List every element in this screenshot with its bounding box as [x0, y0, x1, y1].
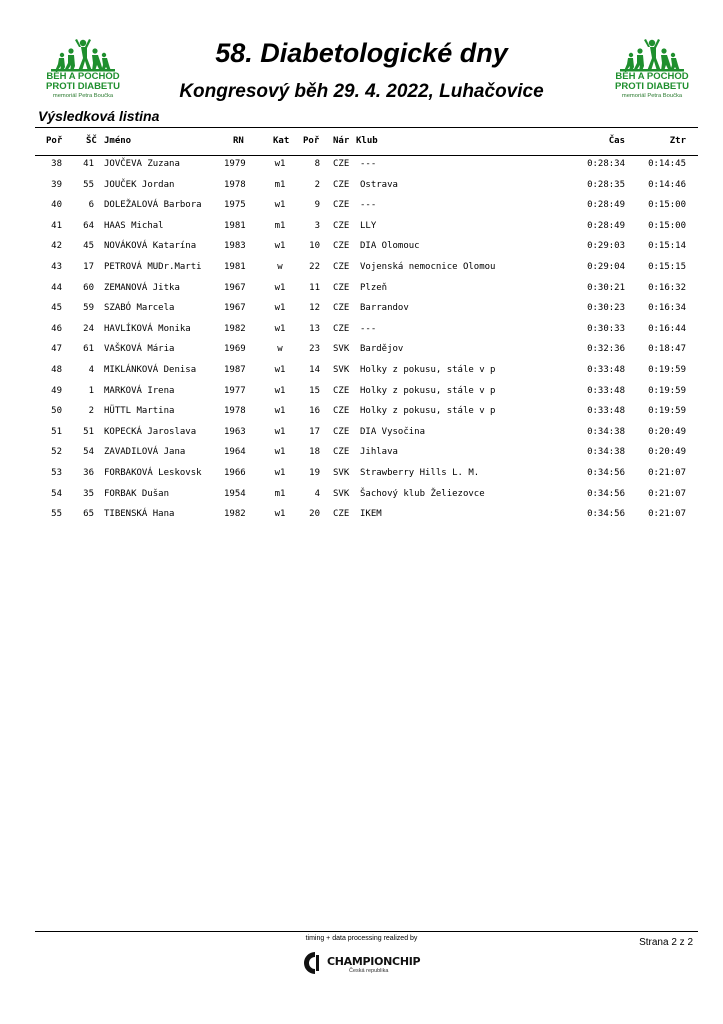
cell-birth-year: 1987 [224, 365, 246, 375]
cell-category: w1 [274, 406, 286, 416]
cell-bib: 55 [83, 180, 94, 190]
col-header-club: Klub [356, 136, 378, 146]
cell-bib: 36 [83, 468, 94, 478]
cell-name: HÜTTL Martina [104, 406, 175, 416]
cell-bib: 64 [83, 221, 94, 231]
cell-birth-year: 1977 [224, 386, 246, 396]
cell-nationality: CZE [333, 180, 350, 190]
cell-time: 0:28:35 [587, 180, 625, 190]
cell-nationality: CZE [333, 241, 350, 251]
cell-position: 48 [51, 365, 62, 375]
table-row [0, 178, 723, 192]
cell-club: Jihlava [360, 447, 398, 457]
col-header-bib: ŠČ [86, 136, 97, 146]
cell-bib: 54 [83, 447, 94, 457]
page-number: Strana 2 z 2 [639, 937, 693, 948]
table-row [0, 239, 723, 253]
cell-name: TIBENSKÁ Hana [104, 509, 175, 519]
col-header-time: Čas [608, 136, 625, 146]
cell-loss: 0:20:49 [648, 427, 686, 437]
cell-nationality: CZE [333, 509, 350, 519]
cell-position: 46 [51, 324, 62, 334]
cell-position: 51 [51, 427, 62, 437]
cell-category: w1 [274, 324, 286, 334]
cell-loss: 0:20:49 [648, 447, 686, 457]
table-header [0, 134, 723, 148]
cell-position: 39 [51, 180, 62, 190]
cell-category: w1 [274, 303, 286, 313]
cell-position: 41 [51, 221, 62, 231]
cell-position: 52 [51, 447, 62, 457]
cell-birth-year: 1978 [224, 180, 246, 190]
logo-line-1: BĚH A POCHOD [615, 71, 689, 82]
table-row [0, 301, 723, 315]
cell-name: VAŠKOVÁ Mária [104, 344, 175, 354]
cell-nationality: CZE [333, 283, 350, 293]
cell-bib: 1 [88, 386, 94, 396]
cell-club: Ostrava [360, 180, 398, 190]
cell-nationality: CZE [333, 303, 350, 313]
page-title: 58. Diabetologické dny [215, 38, 508, 68]
cell-category-position: 14 [309, 365, 320, 375]
cell-bib: 65 [83, 509, 94, 519]
cell-category: w1 [274, 159, 286, 169]
cell-name: MIKLÁNKOVÁ Denisa [104, 365, 197, 375]
cell-position: 38 [51, 159, 62, 169]
cell-loss: 0:16:44 [648, 324, 686, 334]
cell-name: ZEMANOVÁ Jitka [104, 283, 180, 293]
logo-line-1: BĚH A POCHOD [46, 71, 120, 82]
footer-divider [35, 931, 698, 932]
table-row [0, 342, 723, 356]
cell-name: JOVČEVA Zuzana [104, 159, 180, 169]
cell-loss: 0:16:34 [648, 303, 686, 313]
cell-club: --- [360, 324, 377, 334]
cell-birth-year: 1982 [224, 509, 246, 519]
cell-position: 43 [51, 262, 62, 272]
cell-name: NOVÁKOVÁ Katarína [104, 241, 197, 251]
cell-position: 44 [51, 283, 62, 293]
cell-club: Holky z pokusu, stále v p [360, 406, 496, 416]
cell-bib: 2 [88, 406, 94, 416]
cell-club: Šachový klub Želiezovce [360, 489, 485, 499]
cell-club: Holky z pokusu, stále v p [360, 365, 496, 375]
cell-loss: 0:19:59 [648, 365, 686, 375]
cell-birth-year: 1981 [224, 221, 246, 231]
table-row [0, 466, 723, 480]
cell-category: m1 [274, 489, 286, 499]
cell-name: HAAS Michal [104, 221, 164, 231]
logo-line-3: memoriál Petra Boučka [52, 93, 114, 99]
cell-nationality: CZE [333, 262, 350, 272]
cell-position: 53 [51, 468, 62, 478]
cell-club: IKEM [360, 509, 382, 519]
cell-birth-year: 1967 [224, 283, 246, 293]
cell-club: --- [360, 200, 377, 210]
logo-line-3: memoriál Petra Boučka [621, 93, 683, 99]
cell-position: 50 [51, 406, 62, 416]
table-row [0, 363, 723, 377]
cell-birth-year: 1983 [224, 241, 246, 251]
cell-bib: 51 [83, 427, 94, 437]
cell-category-position: 18 [309, 447, 320, 457]
cell-position: 40 [51, 200, 62, 210]
cell-category: m1 [274, 180, 286, 190]
cell-name: MARKOVÁ Irena [104, 386, 175, 396]
cell-club: DIA Vysočina [360, 427, 426, 437]
cell-time: 0:32:36 [587, 344, 625, 354]
cell-time: 0:33:48 [587, 406, 625, 416]
cell-club: Barrandov [360, 303, 409, 313]
cell-category-position: 3 [314, 221, 320, 231]
cell-nationality: CZE [333, 221, 350, 231]
cell-time: 0:33:48 [587, 365, 625, 375]
cell-bib: 6 [88, 200, 94, 210]
cell-position: 55 [51, 509, 62, 519]
cell-category: w [277, 344, 283, 354]
cell-name: SZABÓ Marcela [104, 303, 175, 313]
cell-birth-year: 1964 [224, 447, 246, 457]
cell-category: w [277, 262, 283, 272]
cell-bib: 17 [83, 262, 94, 272]
cell-bib: 4 [88, 365, 94, 375]
cell-loss: 0:15:00 [648, 200, 686, 210]
cell-nationality: CZE [333, 159, 350, 169]
cell-name: PETROVÁ MUDr.Marti [104, 262, 202, 272]
cell-name: FORBAK Dušan [104, 489, 170, 499]
cell-club: LLY [360, 221, 377, 231]
cell-loss: 0:19:59 [648, 386, 686, 396]
cell-category: m1 [274, 221, 286, 231]
cell-position: 49 [51, 386, 62, 396]
col-header-name: Jméno [104, 136, 132, 146]
results-list-title: Výsledková listina [38, 108, 160, 124]
table-row [0, 219, 723, 233]
cell-category: w1 [274, 241, 286, 251]
cell-loss: 0:21:07 [648, 509, 686, 519]
cell-club: Vojenská nemocnice Olomou [360, 262, 496, 272]
col-header-category-position: Poř [303, 136, 320, 146]
championchip-logo [303, 950, 423, 978]
cell-loss: 0:15:14 [648, 241, 686, 251]
cell-birth-year: 1966 [224, 468, 246, 478]
cell-name: HAVLÍKOVÁ Monika [104, 324, 191, 334]
cell-loss: 0:21:07 [648, 468, 686, 478]
cell-time: 0:28:49 [587, 221, 625, 231]
cell-category: w1 [274, 509, 286, 519]
cell-birth-year: 1969 [224, 344, 246, 354]
cell-time: 0:33:48 [587, 386, 625, 396]
cell-time: 0:34:56 [587, 489, 625, 499]
table-row [0, 384, 723, 398]
logo-line-2: PROTI DIABETU [615, 81, 689, 92]
col-header-position: Poř [46, 136, 63, 146]
col-header-nationality: Nár [333, 136, 350, 146]
table-row [0, 487, 723, 501]
cell-name: ZAVADILOVÁ Jana [104, 447, 186, 457]
cell-club: DIA Olomouc [360, 241, 420, 251]
col-header-loss: Ztr [669, 136, 686, 146]
cell-category-position: 2 [314, 180, 320, 190]
cell-nationality: SVK [333, 489, 350, 499]
cell-birth-year: 1975 [224, 200, 246, 210]
cell-bib: 45 [83, 241, 94, 251]
cell-club: --- [360, 159, 377, 169]
cell-category-position: 11 [309, 283, 320, 293]
cell-loss: 0:21:07 [648, 489, 686, 499]
cell-loss: 0:14:45 [648, 159, 686, 169]
cell-category-position: 9 [314, 200, 320, 210]
cell-loss: 0:16:32 [648, 283, 686, 293]
cell-category-position: 4 [314, 489, 320, 499]
cell-birth-year: 1978 [224, 406, 246, 416]
cell-position: 54 [51, 489, 62, 499]
sponsor-subtitle: Česká republika [349, 968, 389, 974]
table-row [0, 157, 723, 171]
cell-name: KOPECKÁ Jaroslava [104, 427, 197, 437]
cell-time: 0:28:34 [587, 159, 625, 169]
cell-time: 0:34:56 [587, 509, 625, 519]
cell-club: Holky z pokusu, stále v p [360, 386, 496, 396]
cell-time: 0:29:04 [587, 262, 625, 272]
cell-category-position: 17 [309, 427, 320, 437]
table-row [0, 507, 723, 521]
championchip-mark-icon [303, 950, 325, 976]
cell-birth-year: 1954 [224, 489, 246, 499]
cell-birth-year: 1982 [224, 324, 246, 334]
cell-name: DOLEŽALOVÁ Barbora [104, 200, 202, 210]
cell-loss: 0:19:59 [648, 406, 686, 416]
table-row [0, 404, 723, 418]
cell-nationality: SVK [333, 344, 350, 354]
col-header-category: Kat [273, 136, 290, 146]
cell-category: w1 [274, 365, 286, 375]
cell-name: FORBAKOVÁ Leskovsk [104, 468, 202, 478]
cell-time: 0:30:33 [587, 324, 625, 334]
cell-category-position: 16 [309, 406, 320, 416]
cell-category-position: 13 [309, 324, 320, 334]
cell-category: w1 [274, 468, 286, 478]
cell-category: w1 [274, 386, 286, 396]
table-row [0, 198, 723, 212]
cell-birth-year: 1963 [224, 427, 246, 437]
cell-loss: 0:18:47 [648, 344, 686, 354]
cell-category: w1 [274, 427, 286, 437]
cell-category: w1 [274, 200, 286, 210]
cell-nationality: SVK [333, 365, 350, 375]
cell-category-position: 10 [309, 241, 320, 251]
cell-bib: 59 [83, 303, 94, 313]
logo-line-2: PROTI DIABETU [46, 81, 120, 92]
cell-position: 45 [51, 303, 62, 313]
cell-category-position: 20 [309, 509, 320, 519]
cell-category-position: 8 [314, 159, 320, 169]
cell-loss: 0:15:00 [648, 221, 686, 231]
cell-birth-year: 1979 [224, 159, 246, 169]
page-subtitle: Kongresový běh 29. 4. 2022, Luhačovice [179, 81, 544, 102]
cell-nationality: SVK [333, 468, 350, 478]
cell-club: Bardějov [360, 344, 404, 354]
cell-bib: 60 [83, 283, 94, 293]
cell-category-position: 12 [309, 303, 320, 313]
cell-nationality: CZE [333, 386, 350, 396]
cell-time: 0:34:38 [587, 447, 625, 457]
cell-time: 0:34:38 [587, 427, 625, 437]
cell-time: 0:34:56 [587, 468, 625, 478]
table-row [0, 445, 723, 459]
cell-category: w1 [274, 447, 286, 457]
cell-name: JOUČEK Jordan [104, 180, 175, 190]
cell-loss: 0:14:46 [648, 180, 686, 190]
table-row [0, 425, 723, 439]
cell-bib: 24 [83, 324, 94, 334]
table-row [0, 322, 723, 336]
cell-loss: 0:15:15 [648, 262, 686, 272]
cell-category: w1 [274, 283, 286, 293]
cell-category-position: 22 [309, 262, 320, 272]
cell-birth-year: 1981 [224, 262, 246, 272]
top-divider [35, 127, 698, 128]
cell-nationality: CZE [333, 200, 350, 210]
cell-category-position: 15 [309, 386, 320, 396]
col-header-birth-year: RN [233, 136, 244, 146]
table-row [0, 260, 723, 274]
header-divider [35, 155, 698, 156]
cell-category-position: 19 [309, 468, 320, 478]
cell-bib: 61 [83, 344, 94, 354]
cell-club: Strawberry Hills L. M. [360, 468, 480, 478]
cell-position: 42 [51, 241, 62, 251]
cell-nationality: CZE [333, 427, 350, 437]
cell-time: 0:29:03 [587, 241, 625, 251]
cell-nationality: CZE [333, 447, 350, 457]
table-row [0, 281, 723, 295]
cell-position: 47 [51, 344, 62, 354]
cell-category-position: 23 [309, 344, 320, 354]
cell-time: 0:28:49 [587, 200, 625, 210]
cell-nationality: CZE [333, 406, 350, 416]
timing-credit: timing + data processing realized by [305, 935, 418, 942]
cell-nationality: CZE [333, 324, 350, 334]
cell-bib: 41 [83, 159, 94, 169]
cell-time: 0:30:21 [587, 283, 625, 293]
cell-club: Plzeň [360, 283, 388, 293]
cell-bib: 35 [83, 489, 94, 499]
cell-birth-year: 1967 [224, 303, 246, 313]
cell-time: 0:30:23 [587, 303, 625, 313]
sponsor-name: CHAMPIONCHIP [327, 955, 421, 968]
